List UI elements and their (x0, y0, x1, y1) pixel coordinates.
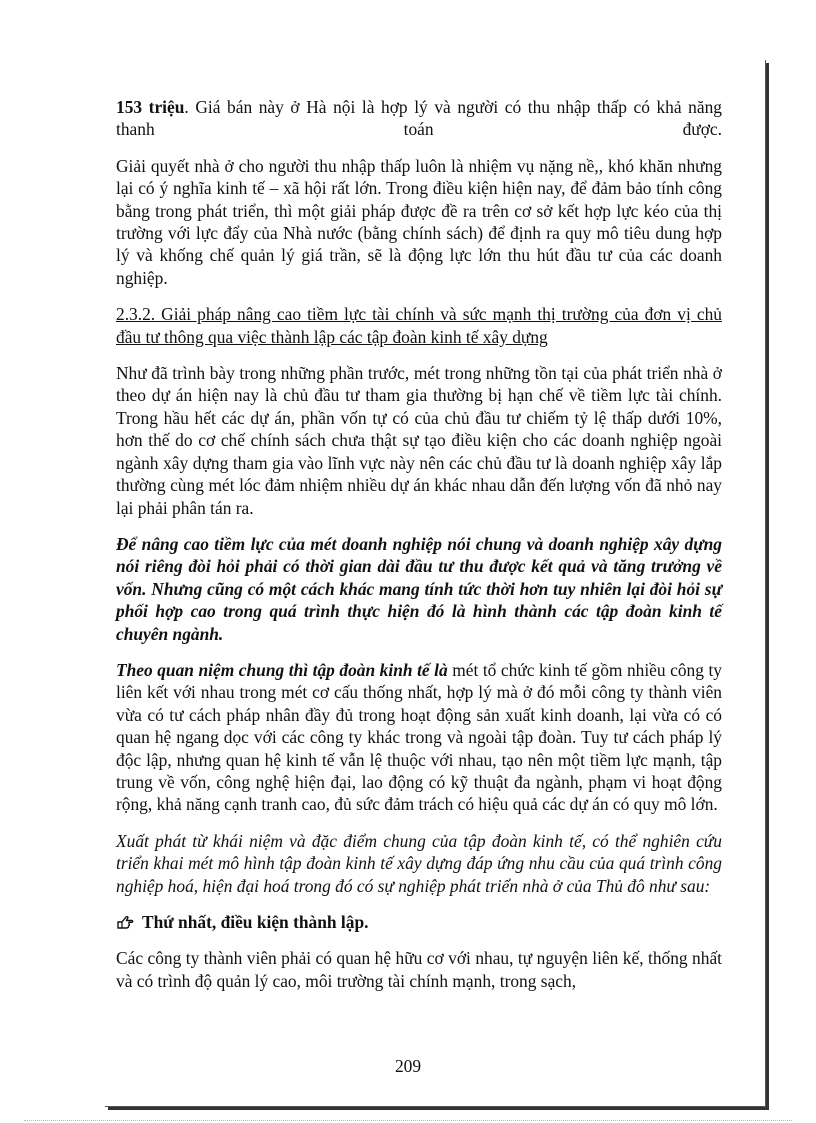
paragraph-6: Xuất phát từ khái niệm và đặc điểm chung của tập đoàn kinh tế, có thể nghiên cứu triển khai mét mô hình tập đoàn kinh tế xây dựng đáp ứng nhu cầu của quá trình công nghiệp hoá, hiện đại hoá trong đó có sự nghiệp phát triển nhà ở của Thủ đô như sau: (116, 830, 722, 896)
definition-lead: Theo quan niệm chung thì tập đoàn kinh tế là (116, 659, 448, 680)
paragraph-5-text: mét tổ chức kinh tế gồm nhiều công ty liên kết với nhau trong mét cơ cấu thống nhất, hợp lý mà ở đó mỗi công ty thành viên vừa có tư cách pháp nhân đầy đủ trong hoạt động sản xuất kinh doanh, lại vừa có có quan hệ ngang dọc với các công ty khác trong và ngoài tập đoàn. Tuy tư cách pháp lý độc lập, nhưng quan hệ kinh tế vẫn lệ thuộc với nhau, tạo nên một tiềm lực mạnh, tập trung về vốn, công nghệ hiện đại, lao động có kỹ thuật đa ngành, phạm vi hoạt động rộng, khả năng cạnh tranh cao, đủ sức đảm trách có hiệu quả các dự án có quy mô lớn. (116, 659, 722, 815)
paragraph-4: Để nâng cao tiềm lực của mét doanh nghiệp nói chung và doanh nghiệp xây dựng nói riêng đòi hỏi phải có thời gian dài đầu tư thu được kết quả và tăng trưởng về vốn. Nhưng cũng có một cách khác mang tính tức thời hơn tuy nhiên lại đòi hỏi sự phối hợp cao trong quá trình thực hiện đó là hình thành các tập đoàn kinh tế chuyên ngành. (116, 533, 722, 644)
page-break-line (24, 1120, 792, 1121)
paragraph-2: Giải quyết nhà ở cho người thu nhập thấp luôn là nhiệm vụ nặng nề,, khó khăn nhưng lại có ý nghĩa kinh tế – xã hội rất lớn. Trong điều kiện hiện nay, để đảm bảo tính công bằng trong phát triển, thì một giải pháp được đề ra trên cơ sở kết hợp lực kéo của thị trường với lực đẩy của Nhà nước (bằng chính sách) để định ra quy mô tiêu dung hợp lý và khống chế quản lý giá trần, sẽ là động lực lớn thu hút đầu tư của các doanh nghiệp. (116, 155, 722, 288)
paragraph-3: Như đã trình bày trong những phần trước, mét trong những tồn tại của phát triển nhà ở theo dự án hiện nay là chủ đầu tư tham gia thường bị hạn chế về tiềm lực tài chính. Trong hầu hết các dự án, phần vốn tự có của chủ đầu tư chiếm tỷ lệ thấp dưới 10%, hơn thế do cơ chế chính sách chưa thật sự tạo điều kiện cho các doanh nghiệp ngoài ngành xây dựng tham gia vào lĩnh vực này nên các chủ đầu tư là doanh nghiệp xây lắp thường cùng mét lóc đảm nhiệm nhiều dự án khác nhau dẫn đến lượng vốn đã nhỏ nay lại phải phân tán ra. (116, 363, 722, 518)
point-heading-text: Thứ nhất, điều kiện thành lập. (142, 912, 369, 932)
point-heading-1 (116, 911, 722, 933)
section-heading: 2.3.2. Giải pháp nâng cao tiềm lực tài chính và sức mạnh thị trường của đơn vị chủ đầu tư thông qua việc thành lập các tập đoàn kinh tế xây dựng (116, 304, 722, 347)
page-number: 209 (394, 1056, 422, 1076)
paragraph-5 (116, 659, 722, 816)
paragraph-1-text: . Giá bán này ở Hà nội là hợp lý và người có thu nhập thấp có khả năng thanh toán được. (116, 97, 722, 140)
paragraph-7: Các công ty thành viên phải có quan hệ hữu cơ với nhau, tự nguyện liên kế, thống nhất và có trình độ quản lý cao, môi trường tài chính mạnh, trong sạch, (116, 948, 722, 991)
pointing-hand-icon (116, 913, 134, 929)
document-body (116, 96, 722, 1006)
price-highlight: 153 triệu (116, 97, 185, 117)
paragraph-1 (116, 96, 722, 141)
